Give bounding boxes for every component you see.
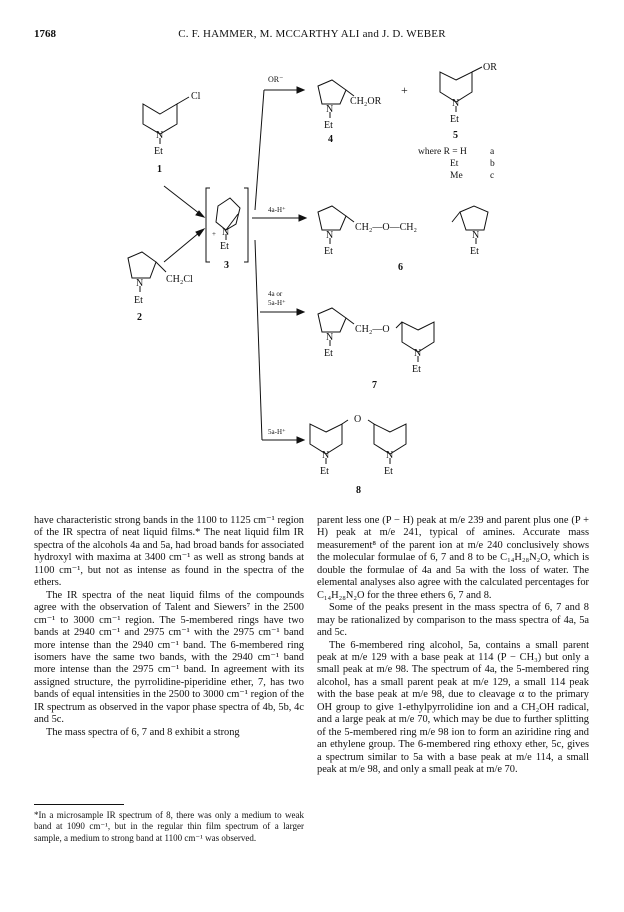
compound-6-et-left: Et [324, 246, 333, 257]
compound-4-structure [318, 80, 354, 118]
compound-1-et: Et [154, 146, 163, 157]
compound-4-et: Et [324, 120, 333, 131]
compound-2-et: Et [134, 295, 143, 306]
compound-6-n-right: N [472, 230, 480, 241]
compound-5-number: 5 [453, 130, 458, 141]
plus-sign: + [401, 83, 408, 97]
compound-4-n: N [326, 104, 334, 115]
compound-1-structure [143, 97, 189, 144]
reagent-4a-h: 4a-H⁺ [268, 206, 286, 214]
compound-1-cl: Cl [191, 91, 201, 102]
compound-5-or: OR [483, 62, 497, 73]
compound-2-ch2cl: CH₂Cl [166, 274, 193, 285]
author-line: C. F. HAMMER, M. MCCARTHY ALI and J. D. WEBER [178, 28, 446, 40]
compound-6-number: 6 [398, 262, 403, 273]
where-row2-value: Et [450, 159, 459, 169]
footnote-rule [34, 804, 124, 805]
reagent-5a-h-first: 5a-H⁺ [268, 299, 286, 307]
compound-7-linker: CH₂—O [355, 324, 390, 335]
compound-6-et-right: Et [470, 246, 479, 257]
left-column [34, 515, 304, 739]
footnote: *In a microsample IR spectrum of 8, there was only a medium to weak band at 1090 cm⁻¹, but in the regular thin film spectrum of a larger sample, a medium to strong band at 1100 cm⁻¹ was observed. [34, 810, 304, 843]
right-column [317, 515, 589, 777]
compound-8-o: O [354, 414, 362, 425]
compound-5-et: Et [450, 114, 459, 125]
compound-1-n: N [156, 130, 164, 141]
converging-arrows [164, 186, 204, 262]
compound-8-number: 8 [356, 485, 361, 496]
left-paragraph-1: have characteristic strong bands in the 1100 to 1125 cm⁻¹ region of the IR spectra of neat liquid films.* The neat liquid film IR spectra of the alcohols 4a and 5a, had broad bands for associated hydroxyl with maxima at 3400 cm⁻¹ as well as strong bands at 1100 cm⁻¹, but not as intense as found in the spectra of the ethers. [34, 515, 304, 589]
compound-2-number: 2 [137, 312, 142, 323]
compound-6-n-left: N [326, 230, 334, 241]
left-paragraph-2: The IR spectra of the neat liquid films of the compounds agree with the observation of Talent and Siewers⁷ in the 2500 cm⁻¹ to 3000 cm⁻¹ region. The 5-membered rings have two bands at 2940 cm⁻¹ and 2975 cm⁻¹ with the 2975 cm⁻¹ band more intense than the 2940 cm⁻¹ band. The 6-membered ring isomers have the same two bands, with the 2940 cm⁻¹ band more intense than the 2975 cm⁻¹ band. In agreement with its assigned structure, the pyrrolidine-piperidine ether, 7, has two bands of equal intensities in the 2500 to 3000 cm⁻¹ region of the IR spectrum as observed in the vapor phase spectra of 4b, 5b, 4c and 5c. [34, 589, 304, 726]
compound-8-et-left: Et [320, 466, 329, 477]
compound-4-ch2or: CH₂OR [350, 96, 382, 107]
compound-2-structure [128, 252, 166, 292]
branching-arrows [252, 87, 306, 443]
right-paragraph-3: The 6-membered ring alcohol, 5a, contains a small parent peak at m/e 129 with a base peak at 114 (P − CH₃) but only a small peak at m/e 98. The spectrum of 4a, the 5-membered ring alcohol, has a small parent peak at m/e 129, a small 114 peak with the base peak at m/e 98, due to cleavage α to the primary OH group to give 1-ethylpyrrolidine ion and a CH₂OH radical, and a large peak at m/e 70, which may be due to further splitting of the 5-membered ring m/e 98 ion to form an aziridine ring and an ethylene group. The 6-membered ring ethoxy ether, 5c, gives a spectrum similar to 5a with a base peak at m/e 114, a small peak at m/e 98, and only a small peak at m/e 70. [317, 639, 589, 776]
compound-1-number: 1 [157, 164, 162, 175]
compound-8-et-right: Et [384, 466, 393, 477]
reagent-5a-h-second: 5a-H⁺ [268, 428, 286, 436]
compound-7-et-left: Et [324, 348, 333, 359]
compound-8-n-right: N [386, 450, 394, 461]
compound-2-n: N [136, 278, 144, 289]
where-row1-suffix: a [490, 147, 495, 157]
reagent-4a-or: 4a or [268, 290, 283, 298]
compound-7-n-right: N [414, 348, 422, 359]
compound-3-n: N [222, 227, 230, 238]
where-row2-suffix: b [490, 159, 495, 169]
compound-7-et-right: Et [412, 364, 421, 375]
compound-7-number: 7 [372, 380, 377, 391]
page-number: 1768 [34, 28, 56, 40]
compound-6-linker: CH₂—O—CH₂ [355, 222, 417, 233]
compound-8-n-left: N [322, 450, 330, 461]
right-paragraph-2: Some of the peaks present in the mass spectra of 6, 7 and 8 may be rationalized by comparison to the mass spectra of 4a, 5a and 5c. [317, 602, 589, 639]
compound-3-charge: + [212, 230, 216, 238]
reagent-or-minus: OR⁻ [268, 75, 284, 84]
compound-3-et: Et [220, 241, 229, 252]
compound-3-number: 3 [224, 260, 229, 271]
compound-4-number: 4 [328, 134, 333, 145]
compound-7-n-left: N [326, 332, 334, 343]
compound-5-n: N [452, 98, 460, 109]
where-row3-value: Me [450, 171, 463, 181]
where-row3-suffix: c [490, 171, 495, 181]
compound-5-structure [440, 67, 482, 112]
left-paragraph-3: The mass spectra of 6, 7 and 8 exhibit a strong [46, 726, 240, 738]
right-paragraph-1: parent less one (P − H) peak at m/e 239 and parent plus one (P + H) peak at m/e 241, typical of amines. Accurate mass measurement⁸ of the parent ion at m/e 240 conclusively shows the molecular formulae of 6, 7 and 8 to be C₁₄H₂₈N₂O, which is double the formulae of 4a and 5a with the loss of water. The elemental analyses also agree with the calculated percentages for C₁₄H₂₈N₂O for the three ethers 6, 7 and 8. [317, 515, 589, 601]
where-row1-prefix: where R = H [418, 147, 467, 157]
